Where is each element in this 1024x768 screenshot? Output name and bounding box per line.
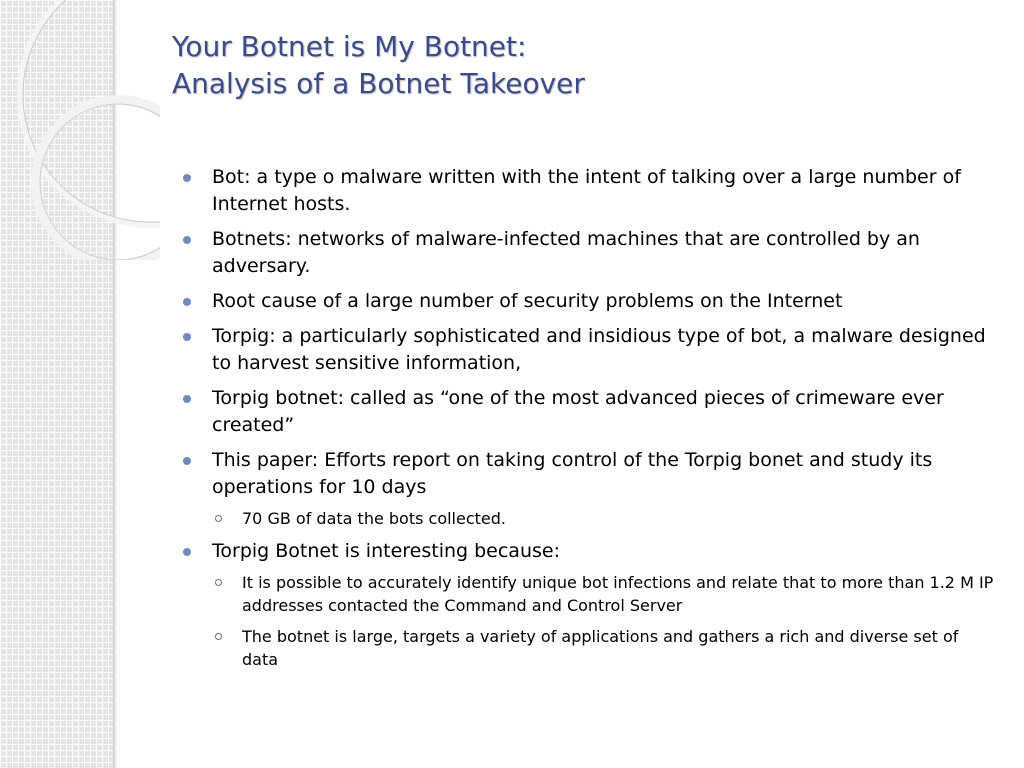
sub-bullet-list [212, 571, 997, 671]
bullet-item [182, 323, 997, 377]
sub-bullet-item [212, 507, 997, 530]
bullet-dot-icon [183, 298, 191, 306]
bullet-item [182, 538, 997, 671]
bullet-dot-icon [183, 548, 191, 556]
sub-bullet-circle-icon [215, 579, 222, 586]
bullet-text: Botnets: networks of malware-infected machines that are controlled by an adversary. [212, 228, 920, 277]
sub-bullet-circle-icon [215, 515, 222, 522]
sub-bullet-text: It is possible to accurately identify unique bot infections and relate that to more than 1.2 M IP addresses contacted the Command and Control Server [242, 573, 994, 615]
strip-shadow [113, 0, 117, 768]
bullet-content [182, 164, 997, 679]
bullet-text: Bot: a type o malware written with the intent of talking over a large number of Internet hosts. [212, 166, 961, 215]
bullet-dot-icon [183, 236, 191, 244]
slide-title-line-1: Your Botnet is My Botnet: [172, 30, 527, 63]
bullet-dot-icon [183, 395, 191, 403]
bullet-text: Root cause of a large number of security problems on the Internet [212, 290, 843, 312]
bullet-text: Torpig botnet: called as “one of the most advanced pieces of crimeware ever created” [212, 387, 944, 436]
bullet-list [182, 164, 997, 671]
sub-bullet-circle-icon [215, 633, 222, 640]
slide-title [172, 28, 992, 102]
bullet-dot-icon [183, 457, 191, 465]
bullet-text: Torpig: a particularly sophisticated and insidious type of bot, a malware designed to harvest sensitive information, [212, 325, 986, 374]
sub-bullet-text: 70 GB of data the bots collected. [242, 509, 506, 528]
sub-bullet-text: The botnet is large, targets a variety of applications and gathers a rich and diverse set of data [242, 627, 959, 669]
bullet-item [182, 226, 997, 280]
sub-bullet-list [212, 507, 997, 530]
sub-bullet-item [212, 625, 997, 671]
bullet-dot-icon [183, 333, 191, 341]
bullet-item [182, 385, 997, 439]
bullet-item [182, 164, 997, 218]
bullet-text: Torpig Botnet is interesting because: [212, 540, 560, 562]
sub-bullet-item [212, 571, 997, 617]
bullet-item [182, 288, 997, 315]
decorative-grid-strip [0, 0, 113, 768]
bullet-text: This paper: Efforts report on taking control of the Torpig bonet and study its operations for 10 days [212, 449, 933, 498]
slide-title-line-2: Analysis of a Botnet Takeover [172, 67, 585, 100]
bullet-item [182, 447, 997, 530]
bullet-dot-icon [183, 174, 191, 182]
